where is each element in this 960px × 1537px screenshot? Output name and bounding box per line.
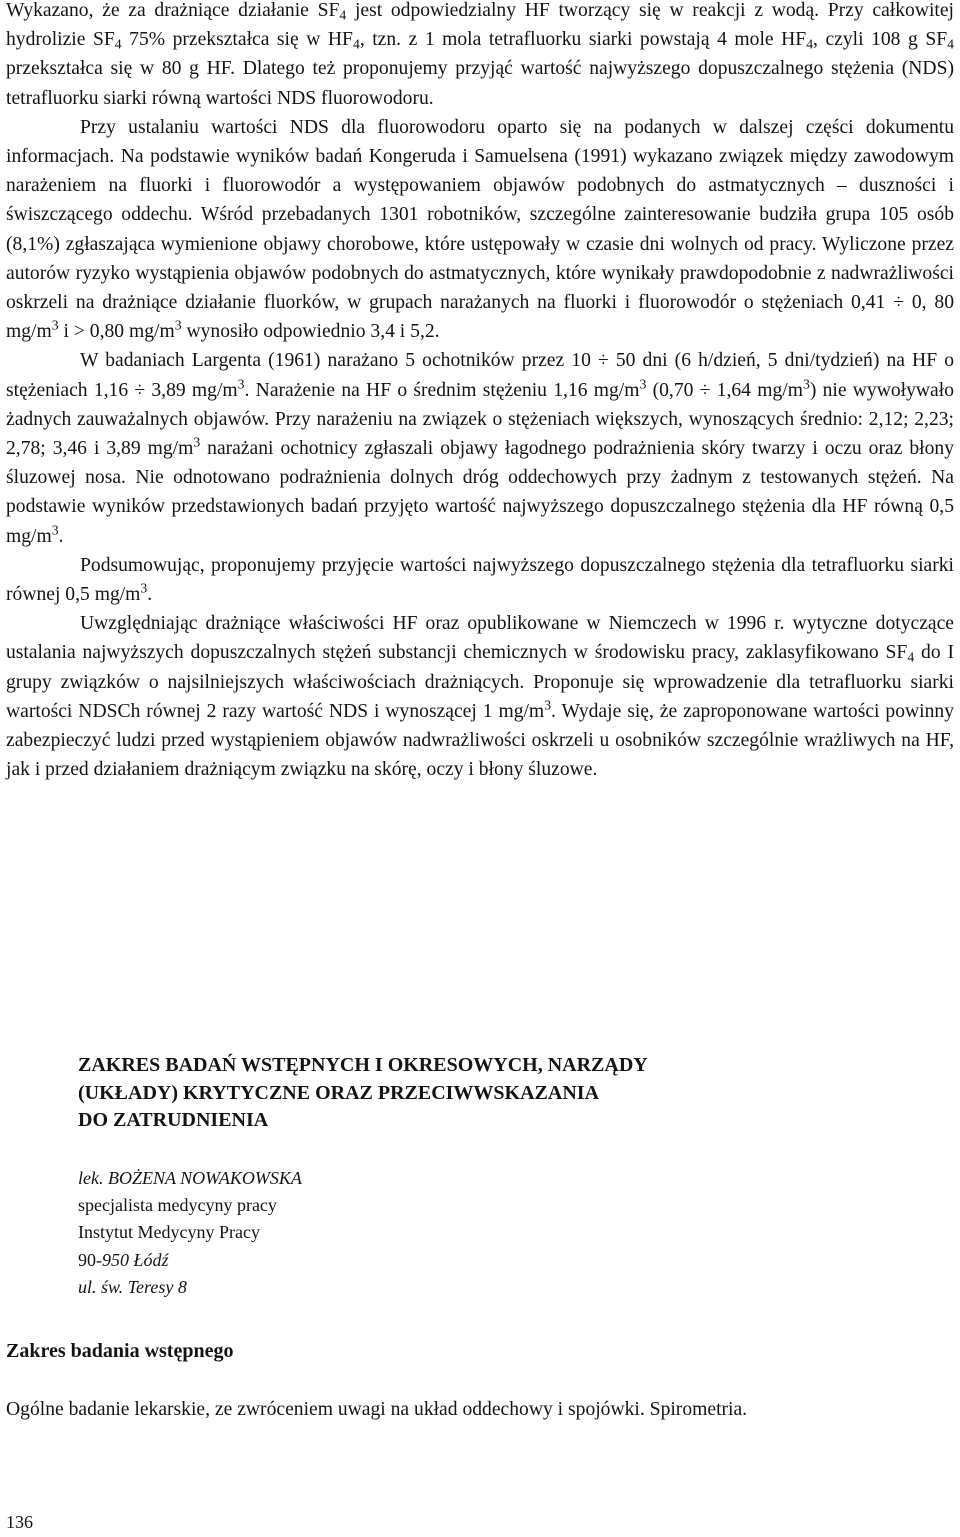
section-title-line-2: (UKŁADY) KRYTYCZNE ORAZ PRZECIWWSKAZANIA — [78, 1081, 600, 1104]
author-name-line — [78, 1165, 302, 1192]
subscript: 4 — [339, 7, 347, 23]
superscript: 3 — [237, 376, 245, 392]
author-block — [78, 1165, 302, 1301]
superscript: 3 — [802, 376, 810, 392]
text-run: (0,70 ÷ 1,64 mg/m — [646, 379, 803, 401]
text-run: Przy ustalaniu wartości NDS dla fluorowodoru oparto się na podanych w dalszej części dokumentu informacjach. Na podstawie wyników badań Kongeruda i Samuelsena (1991) wykazano związek między zawodowym narażeniem na fluorki i fluorowodór a występowaniem objawów podobnych do astmatycznych – duszności i świszczącego oddechu. Wśród przebadanych 1301 robotników, szczególne zainteresowanie budziła grupa 105 osób (8,1%) zgłaszająca wymienione objawy chorobowe, które ustępowały w czasie dni wolnych od pracy. Wyliczone przez autorów ryzyko wystąpienia objawów podobnych do astmatycznych, które wynikały prawdopodobnie z nadwrażliwości oskrzeli na drażniące działanie fluorków, w grupach narażanych na fluorki i fluorowodór o stężeniach 0,41 ÷ 0, 80 mg/m — [6, 116, 954, 343]
subscript: 4 — [352, 36, 360, 52]
text-run: 75% przekształca się w HF — [121, 29, 353, 51]
text-run: jest odpowiedzialny HF tworzący się w reakcji z wodą. Przy całkowitej hydrolizie SF — [6, 0, 954, 51]
author-postcode-line — [78, 1247, 302, 1274]
subscript: 4 — [947, 36, 954, 52]
paragraph — [6, 346, 954, 550]
superscript: 3 — [544, 697, 552, 713]
subheading: Zakres badania wstępnego — [6, 1340, 234, 1362]
paragraph-last: Ogólne badanie lekarskie, ze zwróceniem uwagi na układ oddechowy i spojówki. Spirometria. — [6, 1399, 748, 1420]
text-run: . — [58, 525, 64, 547]
text-run: . Wydaje się, że zaproponowane wartości powinny zabezpieczyć ludzi przed wystąpieniem objawów nadwrażliwości oskrzeli u osobników szczególnie wrażliwych na HF, jak i przed działaniem drażniącym związku na skórę, oczy i błony śluzowe. — [6, 700, 954, 781]
text-run: , czyli 108 g SF — [813, 29, 948, 51]
author-role: specjalista medycyny pracy — [78, 1195, 277, 1216]
text-run: wynosiło odpowiednio 3,4 i 5,2. — [181, 321, 440, 343]
subscript: 4 — [907, 649, 915, 665]
subscript: 4 — [806, 36, 814, 52]
section-title-line-1: ZAKRES BADAŃ WSTĘPNYCH I OKRESOWYCH, NARZĄDY — [78, 1054, 648, 1076]
paragraph — [6, 609, 954, 784]
paragraph — [6, 0, 954, 113]
page-number: 136 — [6, 1512, 33, 1532]
section-title — [78, 1052, 878, 1135]
text-run: narażani ochotnicy zgłaszali objawy łagodnego podrażnienia skóry twarzy i oczu oraz błony śluzowej nosa. Nie odnotowano podrażnienia dolnych dróg oddechowych przy żadnym z testowanych stężeń. Na podstawie wyników przedstawionych badań przyjęto wartość najwyższego dopuszczalnego stężenia dla HF równą 0,5 mg/m — [6, 438, 954, 547]
text-run: i > 0,80 mg/m — [58, 321, 175, 343]
superscript: 3 — [193, 434, 201, 450]
subscript: 4 — [114, 36, 122, 52]
text-run: Podsumowując, proponujemy przyjęcie wartości najwyższego dopuszczalnego stężenia dla tetrafluorku siarki równej 0,5 mg/m — [6, 554, 954, 606]
text-run: . — [147, 584, 153, 606]
author-postcode-prefix: 90- — [78, 1249, 102, 1270]
author-street: ul. św. Teresy 8 — [78, 1276, 187, 1297]
superscript: 3 — [639, 376, 647, 392]
text-run: . Narażenie na HF o średnim stężeniu 1,16 mg/m — [244, 379, 640, 401]
text-run: , tzn. z 1 mola tetrafluorku siarki powstają 4 mole HF — [359, 29, 807, 51]
text-run: W badaniach Largenta (1961) narażano 5 ochotników przez 10 ÷ 50 dni (6 h/dzień, 5 dni/tydzień) na HF o stężeniach 1,16 ÷ 3,89 mg/m — [6, 350, 954, 401]
paragraph — [6, 113, 954, 347]
superscript: 3 — [51, 317, 59, 333]
author-postcode-city: 950 Łódź — [102, 1249, 169, 1270]
author-institute: Instytut Medycyny Pracy — [78, 1222, 260, 1243]
section-title-line-3: DO ZATRUDNIENIA — [78, 1109, 269, 1131]
superscript: 3 — [51, 522, 59, 538]
superscript: 3 — [174, 317, 182, 333]
superscript: 3 — [140, 580, 148, 596]
text-run: przekształca się w 80 g HF. Dlatego też proponujemy przyjąć wartość najwyższego dopuszczalnego stężenia (NDS) tetrafluorku siarki równą wartości NDS fluorowodoru. — [6, 58, 954, 109]
paragraph — [6, 551, 954, 609]
author-title: lek. — [78, 1168, 108, 1188]
author-name: BOŻENA NOWAKOWSKA — [107, 1168, 302, 1188]
text-run: Uwzględniając drażniące właściwości HF oraz opublikowane w Niemczech w 1996 r. wytyczne dotyczące ustalania najwyższych dopuszczalnych stężeń substancji chemicznych w środowisku pracy, zaklasyfikowano SF — [6, 613, 954, 664]
text-run: ) nie wywoływało żadnych zauważalnych objawów. Przy narażeniu na związek o stężeniach większych, wynoszących średnio: 2,12; 2,23; 2,78; 3,46 i 3,89 mg/m — [6, 379, 954, 460]
text-run: Wykazano, że za drażniące działanie SF — [6, 0, 340, 21]
body-text — [6, 0, 954, 784]
text-run: do I grupy związków o najsilniejszych właściwościach drażniących. Proponuje się wprowadzenie dla tetrafluorku siarki wartości NDSCh równej 2 razy wartość NDS i wynoszącej 1 mg/m — [6, 642, 954, 722]
